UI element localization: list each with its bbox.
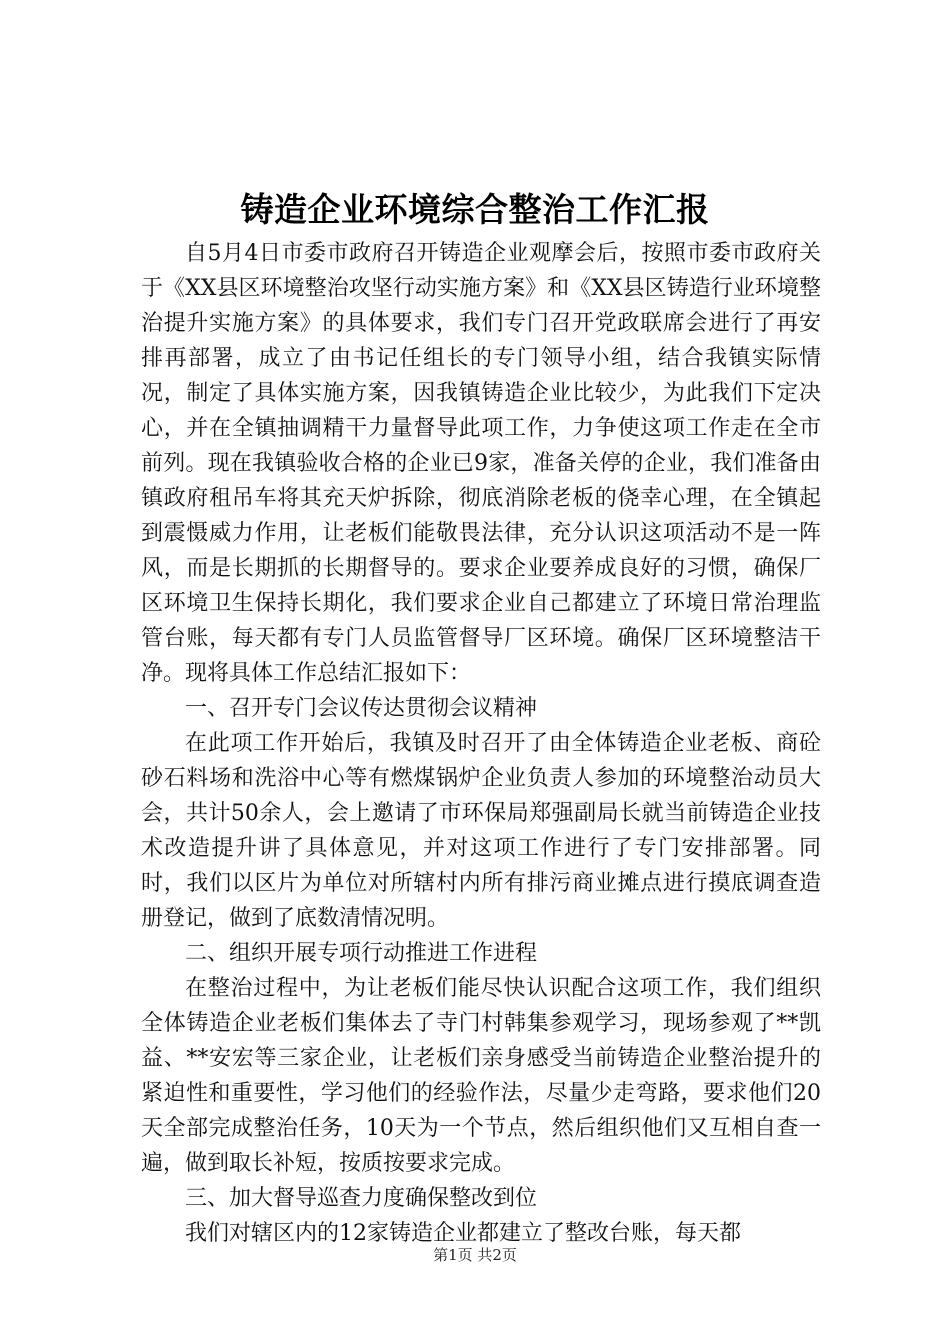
section-heading-2: 二、组织开展专项行动推进工作进程 (185, 941, 538, 966)
section-1-paragraph: 在此项工作开始后，我镇及时召开了由全体铸造企业老板、商砼砂石料场和洗浴中心等有燃煤锅炉企业负责人参加的环境整治动员大会，共计50余人，会上邀请了市环保局郑强副局长就当前铸造企业技术改造提升讲了具体意见，并对这项工作进行了专门安排部署。同时，我们以区片为单位对所辖村内所有排污商业摊点进行摸底调查造册登记，做到了底数清情况明。 (141, 731, 821, 931)
intro-paragraph: 自5月4日市委市政府召开铸造企业观摩会后，按照市委市政府关于《XX县区环境整治攻坚行动实施方案》和《XX县区铸造行业环境整治提升实施方案》的具体要求，我们专门召开党政联席会进行了再安排再部署，成立了由书记任组长的专门领导小组，结合我镇实际情况，制定了具体实施方案，因我镇铸造企业比较少，为此我们下定决心，并在全镇抽调精干力量督导此项工作，力争使这项工作走在全市前列。现在我镇验收合格的企业已9家，准备关停的企业，我们准备由镇政府租吊车将其充天炉拆除，彻底消除老板的侥幸心理，在全镇起到震慑威力作用，让老板们能敬畏法律，充分认识这项活动不是一阵风，而是长期抓的长期督导的。要求企业要养成良好的习惯，确保厂区环境卫生保持长期化，我们要求企业自己都建立了环境日常治理监管台账，每天都有专门人员监管督导厂区环境。确保厂区环境整洁干净。现将具体工作总结汇报如下： (141, 241, 821, 686)
document-body (141, 236, 821, 1251)
section-3-paragraph: 我们对辖区内的12家铸造企业都建立了整改台账，每天都 (185, 1221, 741, 1246)
section-heading-1: 一、召开专门会议传达贯彻会议精神 (185, 696, 538, 721)
page-footer: 第1页 共2页 (433, 1246, 517, 1264)
document-title: 铸造企业环境综合整治工作汇报 (240, 190, 710, 229)
section-2-paragraph: 在整治过程中，为让老板们能尽快认识配合这项工作，我们组织全体铸造企业老板们集体去了寺门村韩集参观学习，现场参观了**凯益、**安宏等三家企业，让老板们亲身感受当前铸造企业整治提升的紧迫性和重要性，学习他们的经验作法，尽量少走弯路，要求他们20天全部完成整治任务，10天为一个节点，然后组织他们又互相自查一遍，做到取长补短，按质按要求完成。 (141, 976, 821, 1176)
section-heading-3: 三、加大督导巡查力度确保整改到位 (185, 1186, 538, 1211)
